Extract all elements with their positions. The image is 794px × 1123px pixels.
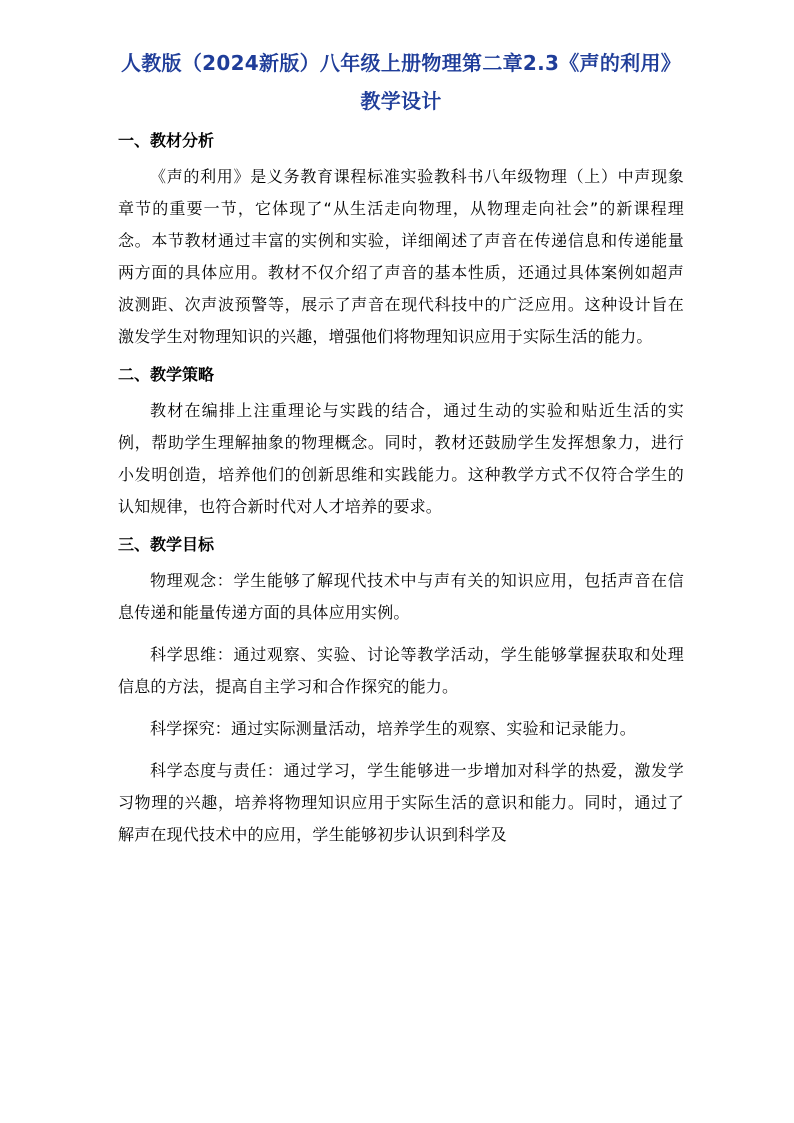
paragraph-scientific-thinking: 科学思维：通过观察、实验、讨论等教学活动，学生能够掌握获取和处理信息的方法，提高自主学习和合作探究的能力。 [118, 645, 684, 696]
document-title: 人教版（2024新版）八年级上册物理第二章2.3《声的利用》教学设计 [120, 51, 682, 113]
paragraph: 《声的利用》是义务教育课程标准实验教科书八年级物理（上）中声现象章节的重要一节，它体现了“从生活走向物理，从物理走向社会”的新课程理念。本节教材通过丰富的实例和实验，详细阐述了声音在传递信息和传递能量两方面的具体应用。教材不仅介绍了声音的基本性质，还通过具体案例如超声波测距、次声波预警等，展示了声音在现代科技中的广泛应用。这种设计旨在激发学生对物理知识的兴趣，增强他们将物理知识应用于实际生活的能力。 [118, 167, 684, 346]
paragraph-scientific-inquiry: 科学探究：通过实际测量活动，培养学生的观察、实验和记录能力。 [150, 719, 637, 738]
section-teaching-objectives [118, 534, 684, 851]
paragraph-physics-concept: 物理观念：学生能够了解现代技术中与声有关的知识应用，包括声音在信息传递和能量传递方面的具体应用实例。 [118, 571, 684, 622]
paragraph: 教材在编排上注重理论与实践的结合，通过生动的实验和贴近生活的实例，帮助学生理解抽象的物理概念。同时，教材还鼓励学生发挥想象力，进行小发明创造，培养他们的创新思维和实践能力。这种教学方式不仅符合学生的认知规律，也符合新时代对人才培养的要求。 [118, 401, 684, 516]
document-page [118, 0, 684, 851]
section-heading: 一、教材分析 [118, 131, 215, 150]
paragraph-scientific-attitude: 科学态度与责任：通过学习，学生能够进一步增加对科学的热爱，激发学习物理的兴趣，培养将物理知识应用于实际生活的意识和能力。同时，通过了解声在现代技术中的应用，学生能够初步认识到科学及 [118, 761, 684, 844]
section-heading: 二、教学策略 [118, 365, 215, 384]
section-textbook-analysis [118, 130, 684, 353]
section-teaching-strategy [118, 364, 684, 523]
section-heading: 三、教学目标 [118, 535, 215, 554]
